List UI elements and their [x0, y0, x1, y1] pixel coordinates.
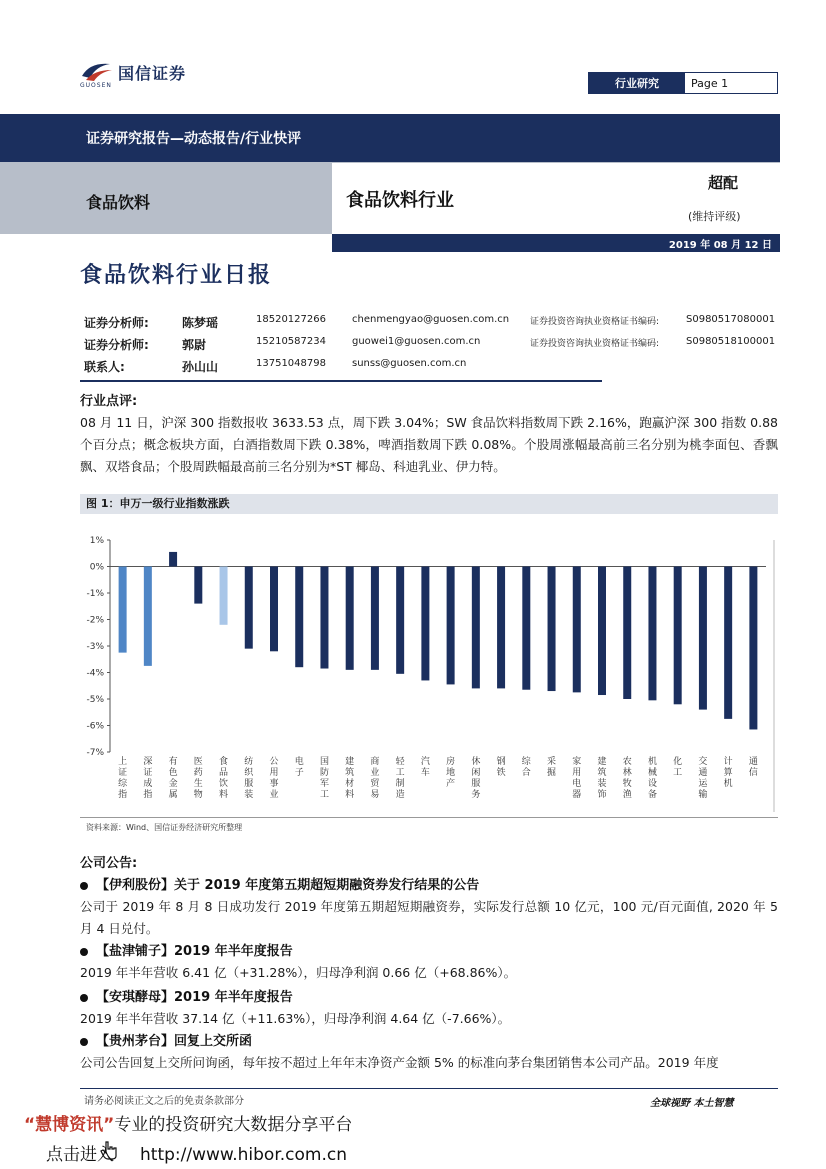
bar	[749, 567, 757, 730]
category-label: 防	[319, 768, 329, 778]
bullet-icon	[80, 948, 88, 956]
watermark-text: 专业的投资研究大数据分享平台	[114, 1115, 353, 1135]
category-label: 筑	[345, 768, 355, 778]
category-label: 药	[193, 768, 203, 778]
bar	[674, 567, 682, 705]
bar	[421, 567, 429, 681]
category-label: 纺	[244, 757, 254, 767]
analyst-row	[0, 336, 826, 352]
category-label: 工	[319, 790, 329, 800]
category-label: 公	[269, 757, 279, 767]
category-label: 休	[471, 757, 481, 767]
category-label: 计	[723, 757, 733, 767]
divider	[80, 380, 602, 382]
bar	[447, 567, 455, 685]
rating: 超配	[708, 174, 739, 192]
page-tag	[588, 72, 778, 94]
date-band	[332, 234, 780, 252]
category-label: 易	[370, 790, 380, 800]
analyst-row	[0, 358, 826, 374]
bar	[648, 567, 656, 701]
category-label: 品	[219, 768, 229, 778]
category-label: 机	[647, 757, 657, 767]
y-tick-label: -1%	[86, 589, 104, 599]
category-label: 服	[244, 779, 254, 789]
category-label: 综	[521, 757, 531, 767]
category-label: 子	[294, 768, 304, 778]
category-label: 料	[345, 790, 355, 800]
category-label: 贸	[370, 779, 380, 789]
analyst-cert-label: 证券投资咨询执业资格证书编码:	[530, 339, 660, 349]
category-label: 上	[118, 757, 128, 767]
analyst-phone: 15210587234	[256, 336, 326, 347]
bullet-icon	[80, 1038, 88, 1046]
bar	[522, 567, 530, 690]
announcement-text: 公司于 2019 年 8 月 8 日成功发行 2019 年度第五期超短期融资券，实际发行总额 10 亿元，100 元/百元面值, 2020 年 5 月 4 日兑付。	[80, 899, 778, 936]
category-label: 国	[319, 757, 329, 767]
analyst-phone: 18520127266	[256, 314, 326, 325]
bar	[371, 567, 379, 670]
page-title: 食品饮料行业日报	[80, 263, 273, 288]
y-tick-label: -3%	[86, 642, 104, 652]
category-label: 医	[193, 757, 203, 767]
category-label: 生	[193, 779, 203, 789]
figure-source: 资料来源：Wind、国信证券经济研究所整理	[86, 823, 243, 832]
category-label: 采	[547, 757, 557, 767]
announcements-heading: 公司公告:	[80, 856, 138, 871]
company-logo-sub: GUOSEN	[80, 82, 112, 89]
bar	[169, 552, 177, 567]
category-label: 装	[244, 790, 254, 800]
bar	[598, 567, 606, 696]
contact-name: 孙山山	[182, 360, 219, 374]
category-label: 指	[118, 790, 128, 800]
bar	[144, 567, 152, 666]
footer-divider	[80, 1088, 778, 1089]
category-label: 食	[219, 757, 229, 767]
watermark-link-prefix: 点击进入	[46, 1145, 114, 1165]
analyst-name: 陈梦瑶	[182, 316, 219, 330]
category-label: 备	[647, 790, 657, 800]
footer-disclaimer: 请务必阅读正文之后的免责条款部分	[84, 1096, 244, 1107]
category-label: 家	[572, 757, 582, 767]
analyst-role: 证券分析师:	[84, 338, 149, 352]
category-label: 闲	[471, 768, 481, 778]
contact-phone: 13751048798	[256, 358, 326, 369]
category-label: 设	[647, 779, 657, 789]
analyst-cert: S0980518100001	[686, 336, 776, 347]
category-label: 业	[370, 768, 380, 778]
review-heading: 行业点评:	[80, 394, 138, 409]
report-type-band	[0, 114, 780, 162]
category-label: 建	[345, 757, 355, 767]
bullet-icon	[80, 994, 88, 1002]
bar	[623, 567, 631, 700]
bar	[497, 567, 505, 689]
contact-email[interactable]: sunss@guosen.com.cn	[352, 358, 467, 369]
category-label: 有	[168, 757, 178, 767]
announcement-title: 【伊利股份】关于 2019 年度第五期超短期融资券发行结果的公告	[80, 874, 479, 893]
bar	[699, 567, 707, 710]
category-label: 制	[395, 779, 405, 789]
y-tick-label: -7%	[86, 748, 104, 758]
y-tick-label: -6%	[86, 721, 104, 732]
category-label: 色	[168, 768, 178, 778]
category-label: 工	[395, 768, 405, 778]
bar	[548, 567, 556, 692]
announcement-title: 【盐津铺子】2019 年半年度报告	[80, 940, 293, 959]
category-label: 轻	[395, 757, 405, 767]
category-label: 金	[168, 779, 178, 789]
category-label: 料	[219, 790, 229, 800]
category-label: 林	[622, 768, 632, 778]
y-tick-label: -4%	[86, 668, 104, 679]
category-label: 业	[269, 790, 279, 800]
guosen-logo-icon	[80, 60, 114, 82]
category-label: 输	[698, 790, 708, 800]
sector-band	[0, 162, 332, 234]
report-date: 2019 年 08 月 12 日	[668, 240, 772, 251]
bar	[194, 567, 202, 604]
company-logo-text: 国信证券	[118, 64, 187, 83]
category-label: 地	[446, 768, 456, 778]
category-label: 信	[748, 768, 758, 778]
bar	[220, 567, 228, 625]
industry-label: 食品饮料行业	[346, 190, 454, 211]
category-label: 事	[269, 779, 279, 789]
announcement-text: 公司公告回复上交所问询函，每年按不超过上年年末净资产金额 5% 的标准向茅台集团销售本公司产品。2019 年度	[80, 1055, 719, 1070]
category-label: 军	[319, 779, 329, 789]
y-tick-label: 1%	[89, 536, 104, 546]
category-label: 造	[395, 790, 405, 800]
watermark-brand: “慧博资讯”	[24, 1115, 115, 1135]
category-label: 饰	[597, 790, 607, 800]
category-label: 钢	[496, 757, 506, 767]
category-label: 算	[723, 768, 733, 778]
category-label: 器	[572, 790, 582, 800]
category-label: 电	[572, 779, 582, 789]
category-label: 工	[673, 768, 683, 778]
category-label: 汽	[420, 757, 430, 767]
pointer-hand-icon	[100, 1140, 118, 1160]
analyst-email[interactable]: guowei1@guosen.com.cn	[352, 336, 481, 347]
sector-label: 食品饮料	[86, 193, 151, 212]
watermark-line	[24, 1110, 352, 1135]
bar	[295, 567, 303, 668]
category-label: 成	[143, 779, 153, 789]
analyst-name: 郭尉	[182, 338, 207, 352]
contact-role: 联系人:	[84, 360, 125, 374]
category-label: 务	[471, 790, 481, 800]
category-label: 物	[193, 790, 203, 800]
bar	[472, 567, 480, 689]
analyst-email[interactable]: chenmengyao@guosen.com.cn	[352, 314, 510, 325]
y-tick-label: -5%	[86, 695, 104, 705]
bar	[119, 567, 127, 653]
category-label: 产	[446, 779, 456, 789]
figure-title: 图 1：申万一级行业指数涨跌	[80, 494, 778, 514]
category-label: 农	[622, 757, 632, 767]
bullet-icon	[80, 882, 88, 890]
category-label: 机	[723, 779, 733, 789]
industry-index-chart	[80, 520, 778, 816]
category-label: 车	[420, 768, 430, 778]
category-label: 渔	[622, 790, 632, 800]
category-label: 铁	[496, 768, 506, 778]
y-tick-label: 0%	[89, 562, 104, 573]
watermark-link-line	[46, 1140, 347, 1165]
category-label: 交	[698, 757, 708, 767]
category-label: 建	[597, 757, 607, 767]
category-label: 掘	[547, 768, 557, 778]
report-type: 证券研究报告—动态报告/行业快评	[86, 131, 302, 147]
announcement-text: 2019 年半年营收 37.14 亿（+11.63%），归母净利润 4.64 亿（-7.66%）。	[80, 1011, 511, 1026]
category-label: 综	[118, 779, 128, 789]
bar	[245, 567, 253, 649]
bar	[270, 567, 278, 652]
category-label: 化	[673, 757, 683, 767]
category-label: 织	[244, 768, 254, 778]
category-label: 电	[294, 757, 304, 767]
category-label: 通	[698, 768, 708, 778]
bar	[573, 567, 581, 693]
watermark-link[interactable]: http://www.hibor.com.cn	[140, 1145, 347, 1165]
bar	[346, 567, 354, 670]
page-number: Page 1	[691, 76, 729, 90]
category-label: 指	[143, 790, 153, 800]
category-label: 材	[345, 779, 355, 789]
bar	[320, 567, 328, 669]
category-label: 商	[370, 757, 380, 767]
category-label: 证	[118, 768, 128, 778]
category-label: 装	[597, 779, 607, 789]
category-label: 深	[143, 757, 153, 767]
category-label: 筑	[597, 768, 607, 778]
bar	[724, 567, 732, 719]
category-label: 证	[143, 768, 153, 778]
rating-note: (维持评级)	[688, 210, 741, 223]
category-label: 牧	[622, 779, 632, 789]
category-label: 属	[168, 790, 178, 800]
announcement-text: 2019 年半年营收 6.41 亿（+31.28%），归母净利润 0.66 亿（+68.86%）。	[80, 965, 517, 980]
footer-slogan: 全球视野 本土智慧	[650, 1098, 734, 1109]
review-text: 08 月 11 日，沪深 300 指数报收 3633.53 点，周下跌 3.04%；SW 食品饮料指数周下跌 2.16%，跑赢沪深 300 指数 0.88 个百分点；概念板块方面，白酒指数周下跌 0.38%，啤酒指数周下跌 0.08%。个股周涨幅最高前三名分别为桃李面包、香飘飘、双塔食品；个股周跌幅最高前三名分别为*ST 椰岛、科迪乳业、伊力特。	[80, 415, 778, 474]
category-label: 饮	[219, 779, 229, 789]
category-label: 房	[446, 757, 456, 767]
category-label: 用	[572, 768, 582, 778]
category-label: 服	[471, 779, 481, 789]
announcement-title: 【安琪酵母】2019 年半年度报告	[80, 986, 293, 1005]
category-label: 运	[698, 779, 708, 789]
analyst-cert: S0980517080001	[686, 314, 776, 325]
category-label: 械	[647, 768, 657, 778]
announcement-title: 【贵州茅台】回复上交所函	[80, 1030, 252, 1049]
analyst-row	[0, 314, 826, 330]
analyst-cert-label: 证券投资咨询执业资格证书编码:	[530, 317, 660, 327]
analyst-role: 证券分析师:	[84, 316, 149, 330]
category-label: 用	[269, 768, 279, 778]
category-label: 通	[748, 757, 758, 767]
report-category: 行业研究	[589, 73, 685, 93]
bar	[396, 567, 404, 674]
y-tick-label: -2%	[86, 615, 104, 626]
category-label: 合	[521, 768, 531, 778]
